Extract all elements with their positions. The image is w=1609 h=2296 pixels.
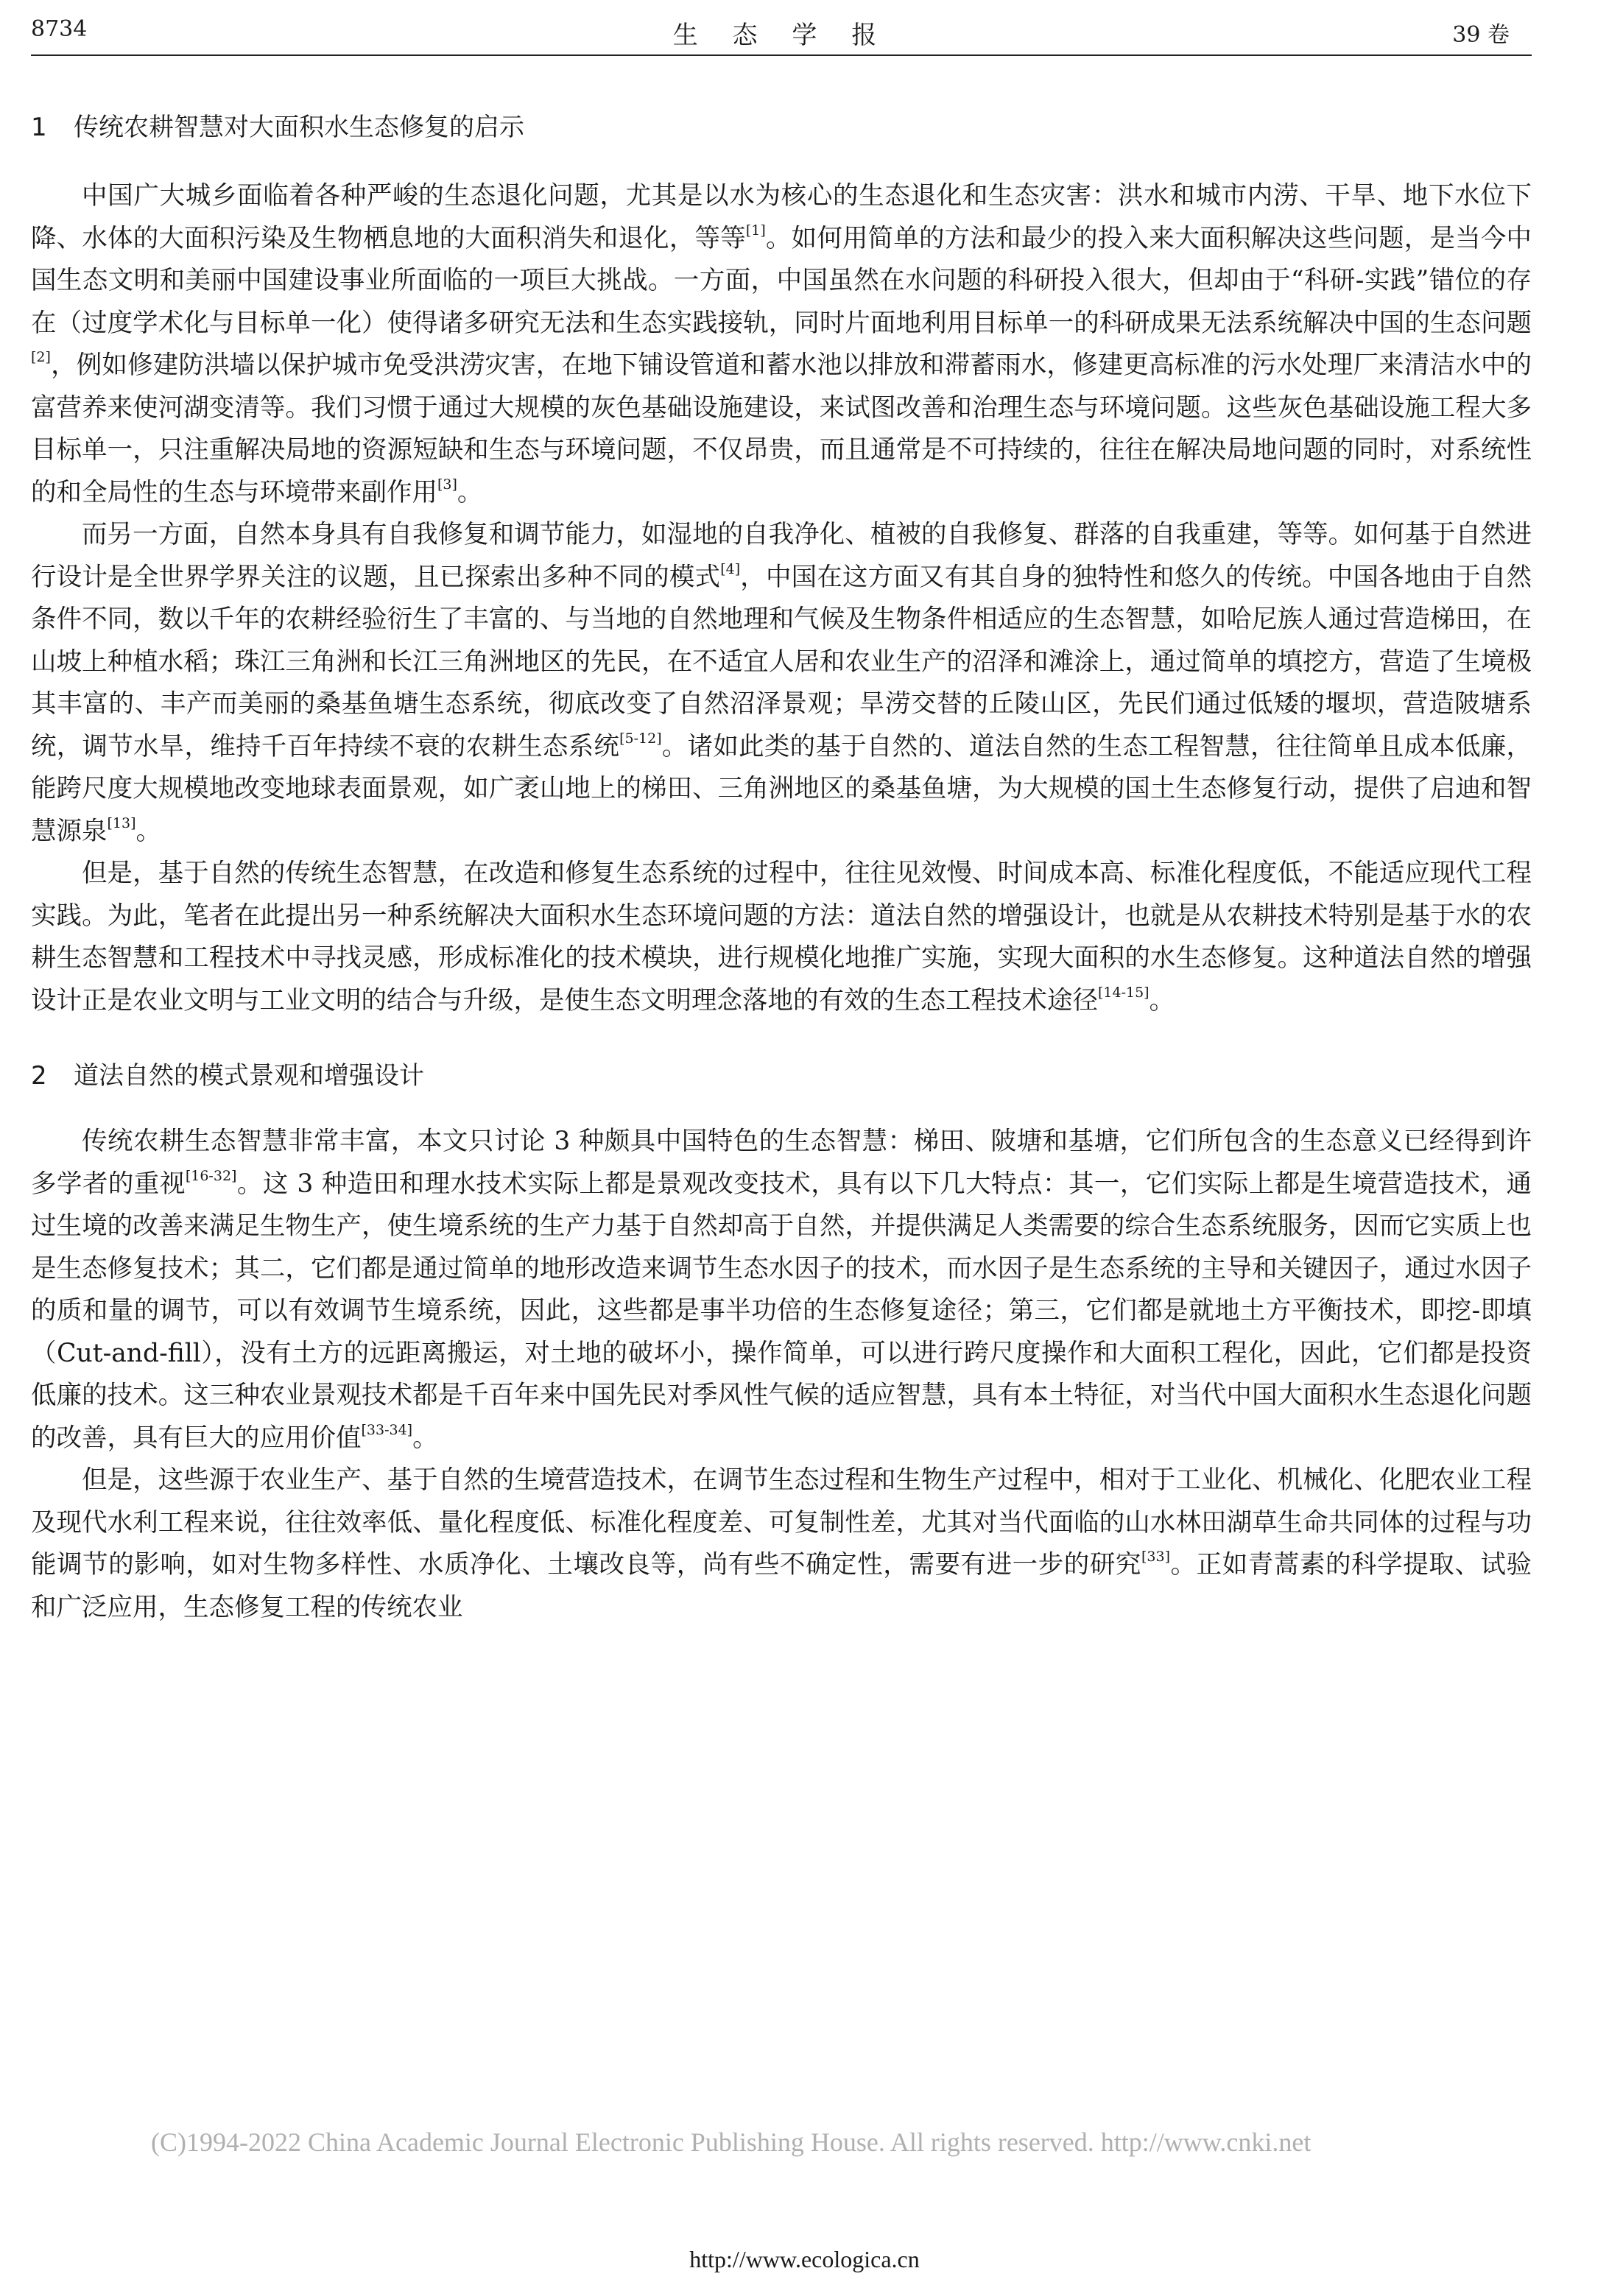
citation-ref: [1] <box>745 222 766 239</box>
citation-ref: [5-12] <box>619 730 662 747</box>
paragraph <box>31 1459 1532 1629</box>
paragraph <box>31 853 1532 1022</box>
section-1-heading <box>31 110 1532 144</box>
paragraph-text: 但是，基于自然的传统生态智慧，在改造和修复生态系统的过程中，往往见效慢、时间成本高、标准化程度低，不能适应现代工程实践。为此，笔者在此提出另一种系统解决大面积水生态环境问题的方法：道法自然的增强设计，也就是从农耕技术特别是基于水的农耕生态智慧和工程技术中寻找灵感，形成标准化的技术模块，进行规模化地推广实施，实现大面积的水生态修复。这种道法自然的增强设计正是农业文明与工业文明的结合与升级，是使生态文明理念落地的有效的生态工程技术途径 <box>31 859 1532 1015</box>
citation-ref: [33] <box>1141 1549 1171 1565</box>
paragraph-text: 。 <box>457 477 483 507</box>
paragraph-text: ，中国在这方面又有其自身的独特性和悠久的传统。中国各地由于自然条件不同，数以千年的农耕经验衍生了丰富的、与当地的自然地理和气候及生物条件相适应的生态智慧，如哈尼族人通过营造梯田，在山坡上种植水稻；珠江三角洲和长江三角洲地区的先民，在不适宜人居和农业生产的沼泽和滩涂上，通过简单的填挖方，营造了生境极其丰富的、丰产而美丽的桑基鱼塘生态系统，彻底改变了自然沼泽景观；旱涝交替的丘陵山区，先民们通过低矮的堰坝，营造陂塘系统，调节水旱，维持千百年持续不衰的农耕生态系统 <box>31 562 1532 761</box>
paragraph-text: 传统农耕生态智慧非常丰富，本文只讨论 3 种颇具中国特色的生态智慧：梯田、陂塘和基塘，它们所包含的生态意义已经得到许多学者的重视 <box>31 1127 1532 1199</box>
paragraph-text: 。正如青蒿素的科学提取、试验和广泛应用，生态修复工程的传统农业 <box>31 1550 1532 1622</box>
paragraph-text: 而另一方面，自然本身具有自我修复和调节能力，如湿地的自我净化、植被的自我修复、群落的自我重建，等等。如何基于自然进行设计是全世界学界关注的议题，且已探索出多种不同的模式 <box>31 520 1532 592</box>
citation-ref: [16-32] <box>185 1167 237 1184</box>
citation-ref: [13] <box>107 814 136 831</box>
section-number: 1 <box>31 113 47 142</box>
paragraph-text: 但是，这些源于农业生产、基于自然的生境营造技术，在调节生态过程和生物生产过程中，相对于工业化、机械化、化肥农业工程及现代水利工程来说，往往效率低、量化程度低、标准化程度差、可复制性差，尤其对当代面临的山水林田湖草生命共同体的过程与功能调节的影响，如对生物多样性、水质净化、土壤改良等，尚有些不确定性，需要有进一步的研究 <box>31 1465 1532 1580</box>
paragraph <box>31 175 1532 514</box>
section-2-heading <box>31 1059 1532 1093</box>
citation-ref: [2] <box>31 349 51 365</box>
section-title: 道法自然的模式景观和增强设计 <box>74 1061 424 1091</box>
citation-ref: [3] <box>437 476 457 493</box>
running-header <box>31 6 1532 56</box>
paragraph-text: 。诸如此类的基于自然的、道法自然的生态工程智慧，往往简单且成本低廉，能跨尺度大规模地改变地球表面景观，如广袤山地上的梯田、三角洲地区的桑基鱼塘，为大规模的国土生态修复行动，提供了启迪和智慧源泉 <box>31 731 1532 846</box>
citation-ref: [33-34] <box>361 1421 413 1438</box>
paragraph-text: 中国广大城乡面临着各种严峻的生态退化问题，尤其是以水为核心的生态退化和生态灾害：洪水和城市内涝、干旱、地下水位下降、水体的大面积污染及生物栖息地的大面积消失和退化，等等 <box>31 181 1532 253</box>
footer-url: http://www.ecologica.cn <box>689 2246 920 2272</box>
article-body <box>31 110 1532 1629</box>
citation-ref: [14-15] <box>1098 984 1149 1001</box>
paragraph-text: 。这 3 种造田和理水技术实际上都是景观改变技术，具有以下几大特点：其一，它们实际上都是生境营造技术，通过生境的改善来满足生物生产，使生境系统的生产力基于自然却高于自然，并提供满足人类需要的综合生态系统服务，因而它实质上也是生态修复技术；其二，它们都是通过简单的地形改造来调节生态水因子的技术，而水因子是生态系统的主导和关键因子，通过水因子的质和量的调节，可以有效调节生境系统，因此，这些都是事半功倍的生态修复途径；第三，它们都是就地土方平衡技术，即挖-即填（Cut-and-fill），没有土方的远距离搬运，对土地的破坏小，操作简单，可以进行跨尺度操作和大面积工程化，因此，它们都是投资低廉的技术。这三种农业景观技术都是千百年来中国先民对季风性气候的适应智慧，具有本土特征，对当代中国大面积水生态退化问题的改善，具有巨大的应用价值 <box>31 1169 1532 1453</box>
citation-ref: [4] <box>720 560 741 577</box>
paragraph-text: 。如何用简单的方法和最少的投入来大面积解决这些问题，是当今中国生态文明和美丽中国建设事业所面临的一项巨大挑战。一方面，中国虽然在水问题的科研投入很大，但却由于“科研-实践”错位的存在（过度学术化与目标单一化）使得诸多研究无法和生态实践接轨，同时片面地利用目标单一的科研成果无法系统解决中国的生态问题 <box>31 223 1532 338</box>
copyright-watermark: (C)1994-2022 China Academic Journal Electronic Publishing House. All rights reserved. http://www.cnki.net <box>151 2127 1312 2157</box>
section-title: 传统农耕智慧对大面积水生态修复的启示 <box>74 113 524 142</box>
paragraph-text: 。 <box>412 1423 438 1453</box>
page-number: 8734 <box>31 16 88 42</box>
paragraph-text: 。 <box>135 816 162 846</box>
paragraph-text: ，例如修建防洪墙以保护城市免受洪涝灾害，在地下铺设管道和蓄水池以排放和滞蓄雨水，修建更高标准的污水处理厂来清洁水中的富营养来使河湖变清等。我们习惯于通过大规模的灰色基础设施建设，来试图改善和治理生态与环境问题。这些灰色基础设施工程大多目标单一，只注重解决局地的资源短缺和生态与环境问题，不仅昂贵，而且通常是不可持续的，往往在解决局地问题的同时，对系统性的和全局性的生态与环境带来副作用 <box>31 351 1532 507</box>
section-number: 2 <box>31 1061 47 1091</box>
paragraph <box>31 514 1532 853</box>
volume-label: 39 卷 <box>1452 22 1510 48</box>
paragraph <box>31 1121 1532 1459</box>
paragraph-text: 。 <box>1149 985 1175 1015</box>
journal-title: 生 态 学 报 <box>672 21 890 50</box>
